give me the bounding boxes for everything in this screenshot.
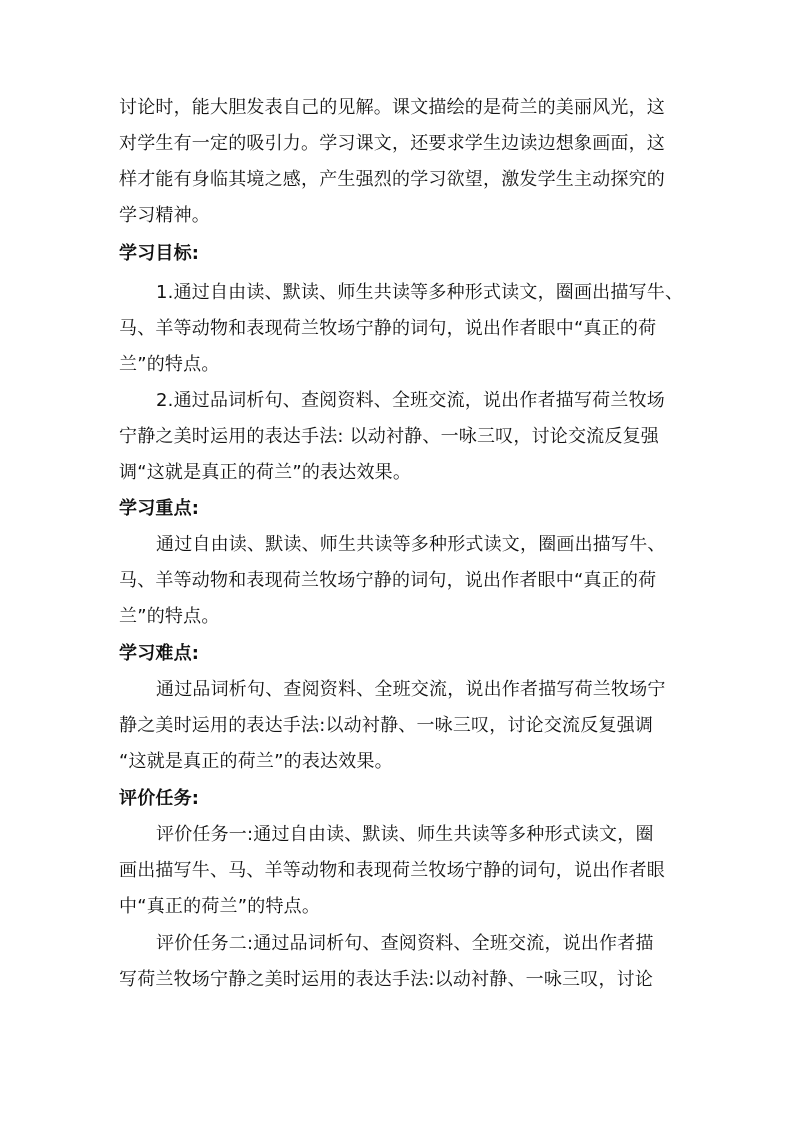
task-1-line: 评价任务一:通过自由读、默读、师生共读等多种形式读文，圈: [156, 824, 654, 845]
intro-line: 学习精神。: [119, 205, 210, 226]
difficulties-line: 静之美时运用的表达手法:以动衬静、一咏三叹，讨论交流反复强调: [119, 715, 654, 736]
key-points-line: 马、羊等动物和表现荷兰牧场宁静的词句，说出作者眼中“真正的荷: [119, 570, 657, 591]
key-points-heading: 学习重点:: [119, 498, 200, 519]
tasks-heading: 评价任务:: [119, 788, 200, 809]
difficulties-line: “这就是真正的荷兰”的表达效果。: [119, 751, 393, 772]
task-1-line: 画出描写牛、马、羊等动物和表现荷兰牧场宁静的词句，说出作者眼: [119, 860, 665, 881]
difficulties-line: 通过品词析句、查阅资料、全班交流，说出作者描写荷兰牧场宁: [156, 679, 666, 700]
goal-2-line: 调“这就是真正的荷兰”的表达效果。: [119, 462, 412, 483]
goal-1-line: 兰”的特点。: [119, 354, 220, 375]
key-points-line: 兰”的特点。: [119, 606, 220, 627]
task-2-line: 写荷兰牧场宁静之美时运用的表达手法:以动衬静、一咏三叹，讨论: [119, 969, 654, 990]
goals-heading: 学习目标:: [119, 243, 200, 264]
intro-line: 对学生有一定的吸引力。学习课文，还要求学生边读边想象画面，这: [119, 133, 665, 154]
goal-1-line: 1.通过自由读、默读、师生共读等多种形式读文，圈画出描写牛、: [156, 282, 684, 303]
intro-line: 样才能有身临其境之感，产生强烈的学习欲望，激发学生主动探究的: [119, 169, 665, 190]
key-points-line: 通过自由读、默读、师生共读等多种形式读文，圈画出描写牛、: [156, 534, 666, 555]
goal-2-line: 宁静之美时运用的表达手法: 以动衬静、一咏三叹，讨论交流反复强: [119, 426, 659, 447]
intro-line: 讨论时，能大胆发表自己的见解。课文描绘的是荷兰的美丽风光，这: [119, 97, 665, 118]
goal-1-line: 马、羊等动物和表现荷兰牧场宁静的词句，说出作者眼中“真正的荷: [119, 318, 657, 339]
task-2-line: 评价任务二:通过品词析句、查阅资料、全班交流，说出作者描: [156, 933, 654, 954]
task-1-line: 中“真正的荷兰”的特点。: [119, 896, 321, 917]
goal-2-line: 2.通过品词析句、查阅资料、全班交流，说出作者描写荷兰牧场: [156, 390, 665, 411]
difficulties-heading: 学习难点:: [119, 643, 200, 664]
